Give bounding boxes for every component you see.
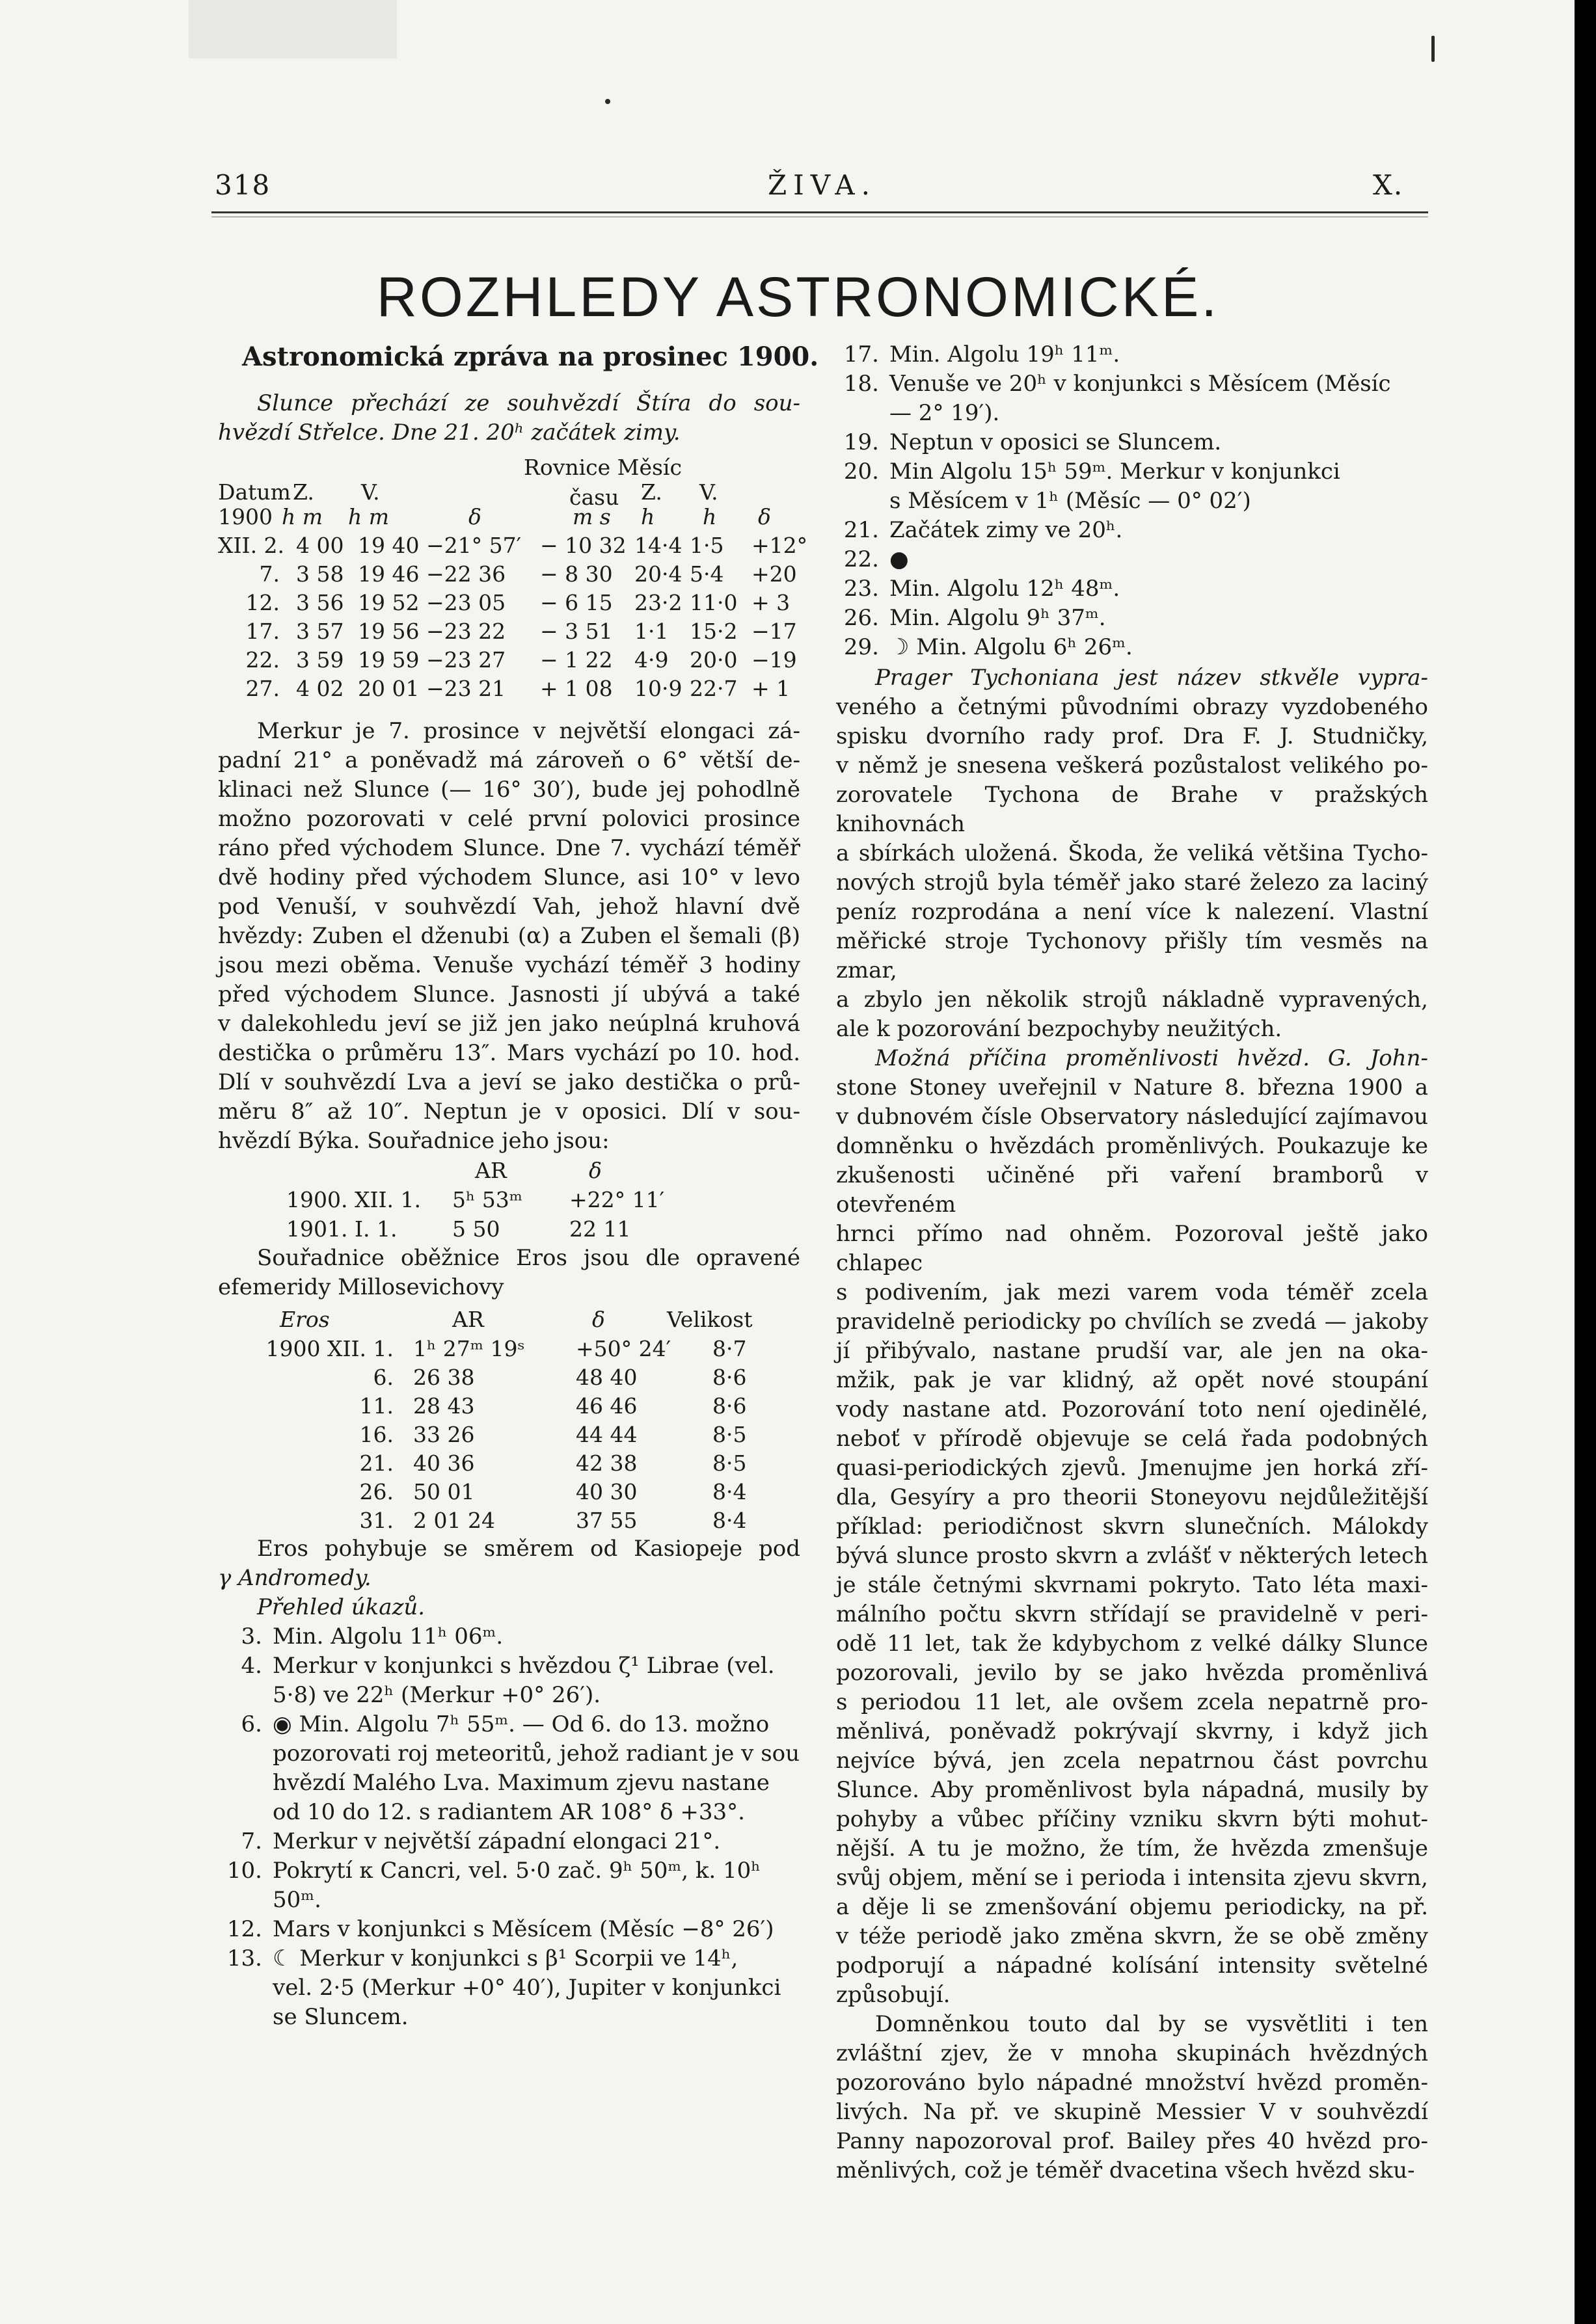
table-row (218, 559, 800, 588)
text-line: a zbylo jen několik strojů nákladně vypravených, (836, 987, 1428, 1013)
text-line: ale k pozorování bezpochyby neužitých. (836, 1016, 1282, 1042)
table-row (218, 1506, 800, 1534)
event-line (211, 1973, 800, 2003)
text-line: Souřadnice oběžnice Eros jsou dle opravené (257, 1245, 800, 1271)
intro-line: hvězdí Střelce. Dne 21. 20ʰ začátek zimy. (218, 420, 681, 446)
volume-number: X. (1373, 169, 1404, 201)
table-cell: 20 01 (358, 676, 420, 701)
table-cell: 4 02 (296, 676, 344, 701)
event-text: vel. 2·5 (Merkur +0° 40′), Jupiter v konjunkci (273, 1975, 781, 2001)
table-cell: 23·2 (634, 590, 683, 615)
table-cell: 3 57 (296, 619, 344, 644)
left-column (218, 389, 808, 2032)
text-line: způsobují. (836, 1982, 951, 2008)
event-line (211, 1856, 800, 1886)
table-head-cell: δ (468, 504, 481, 529)
right-column (836, 340, 1428, 2185)
text-line: pozorováno bylo nápadné množství hvězd proměn- (836, 2070, 1428, 2096)
table-cell: 50 01 (413, 1479, 475, 1504)
text-line: Eros pohybuje se směrem od Kasiopeje pod (257, 1536, 800, 1562)
table-cell: 8·4 (712, 1479, 747, 1504)
scan-smudge (189, 0, 397, 59)
event-number: 26. (843, 605, 879, 631)
event-line (836, 604, 1428, 633)
table-head-cell: h (641, 504, 655, 529)
table-cell: 31. (359, 1508, 394, 1533)
text-line: destička o průměru 13″. Mars vychází po 10. hod. (218, 1040, 800, 1066)
table-head-row (218, 477, 800, 510)
table-cell: + 1 (751, 676, 791, 701)
table-cell: 33 26 (413, 1422, 475, 1447)
event-item (836, 516, 1428, 545)
table-cell: − 1 22 (540, 647, 613, 673)
text-line: spisku dvorního rady prof. Dra F. J. Studničky, (836, 723, 1428, 749)
event-number: 10. (226, 1858, 262, 1884)
text-line: dla, Gesyíry a pro theorii Stoneyovu nejdůležitější (836, 1484, 1428, 1510)
event-line (836, 428, 1428, 457)
table-row (218, 588, 800, 617)
table-head-cell: Eros (280, 1307, 330, 1332)
table-cell: − 3 51 (540, 619, 613, 644)
journal-name: ŽIVA. (768, 169, 876, 201)
text-line: a sbírkách uložená. Škoda, že veliká většina Tycho- (836, 840, 1428, 866)
text-line: zvláštní zjev, že v mnoha skupinách hvězdných (836, 2040, 1428, 2066)
event-text: Merkur v konjunkci s hvězdou ζ¹ Librae (vel. (273, 1653, 775, 1679)
event-text: Venuše ve 20ʰ v konjunkci s Měsícem (Měsíc (889, 371, 1391, 397)
section-heading: Přehled úkazů. (257, 1594, 426, 1620)
table-cell: 27. (245, 676, 280, 701)
text-line: v dalekohledu jeví se již jen jako neúplná kruhová (218, 1011, 800, 1037)
text-line: Merkur je 7. prosince v největší elongaci zá- (257, 718, 800, 744)
event-item (211, 1827, 800, 1856)
table-cell: 3 56 (296, 590, 344, 615)
text-line: bývá slunce prosto skvrn a zvlášť v některých letech (836, 1543, 1428, 1569)
table-cell: +12° (751, 533, 808, 558)
table-head-cell: Velikost (667, 1307, 753, 1332)
event-number: 29. (843, 634, 879, 660)
event-number: 13. (226, 1945, 262, 1971)
table-cell: 8·4 (712, 1508, 747, 1533)
table-head-cell: času (569, 485, 619, 510)
text-line: pod Venuší, v souhvězdí Vah, jehož hlavní dvě (218, 894, 800, 920)
text-line: v dubnovém čísle Observatory následující zajímavou (836, 1104, 1428, 1130)
text-line: peníz rozprodána a není více k nalezení. Vlastní (836, 899, 1428, 925)
event-text: ● (889, 546, 909, 572)
table-cell: 19 40 (358, 533, 420, 558)
table-cell: 26 38 (413, 1365, 475, 1390)
event-text: ☾ Merkur v konjunkci s β¹ Scorpii ve 14ʰ, (273, 1945, 738, 1971)
table-cell: 8·7 (712, 1336, 747, 1361)
text-line: jí přibývalo, nastane prudší var, ale jen na oka- (836, 1338, 1428, 1364)
text-line: nových strojů byla téměř jako staré železo za laciný (836, 870, 1428, 896)
table-cell: 37 55 (576, 1508, 638, 1533)
event-item (836, 457, 1428, 516)
text-line: dvě hodiny před východem Slunce, asi 10° v levo (218, 864, 800, 890)
text-line: quasi-periodických zjevů. Jmenujme jen horká zří- (836, 1455, 1428, 1481)
table-head-cell: Datum (218, 479, 291, 505)
table-cell: 11·0 (690, 590, 738, 615)
table-cell: 12. (245, 590, 280, 615)
event-line (836, 545, 1428, 574)
text-line: Možná příčina proměnlivosti hvězd. G. John- (875, 1045, 1428, 1071)
event-item (836, 604, 1428, 633)
table-cell: 1ʰ 27ᵐ 19ˢ (413, 1336, 525, 1361)
event-item (836, 633, 1428, 662)
event-text: ◉ Min. Algolu 7ʰ 55ᵐ. — Od 6. do 13. možno (273, 1711, 770, 1737)
text-line: nější. A tu je možno, že tím, že hvězda zmenšuje (836, 1836, 1428, 1862)
text-line: zorovatele Tychona de Brahe v pražských knihovnách (836, 782, 1428, 837)
eros-table (218, 1305, 800, 1534)
event-line (211, 1915, 800, 1944)
event-number: 7. (241, 1828, 262, 1854)
table-head-row (218, 453, 800, 480)
table-cell: 19 59 (358, 647, 420, 673)
table-head-cell: 1900 (218, 504, 273, 529)
event-line (836, 340, 1428, 369)
table-head-cell: V. (361, 479, 380, 505)
table-cell: 22 11 (569, 1216, 631, 1242)
text-line: svůj objem, mění se i perioda i intensita zjevu skvrn, (836, 1865, 1428, 1891)
event-line (836, 399, 1428, 428)
event-number: 22. (843, 546, 879, 572)
table-cell: −23 22 (426, 619, 506, 644)
event-line (211, 2003, 800, 2032)
table-cell: +20 (751, 561, 797, 587)
text-line: měnlivých, což je téměř dvacetina všech hvězd sku- (836, 2157, 1415, 2184)
table-cell: − 8 30 (540, 561, 613, 587)
table-cell: −19 (751, 647, 797, 673)
text-line: mžik, pak je var klidný, až opět nové stoupání (836, 1367, 1428, 1393)
event-text: hvězdí Malého Lva. Maximum zjevu nastane (273, 1770, 770, 1796)
table-cell: + 3 (751, 590, 791, 615)
table-head-cell: Rovnice Měsíc (524, 455, 682, 480)
text-line: ráno před východem Slunce. Dne 7. vychází téměř (218, 835, 800, 861)
event-text: s Měsícem v 1ʰ (Měsíc — 0° 02′) (889, 488, 1251, 514)
event-line (211, 1651, 800, 1681)
text-line: hrnci přímo nad ohněm. Pozoroval ještě jako chlapec (836, 1221, 1428, 1276)
table-row (218, 1391, 800, 1420)
event-item (836, 574, 1428, 604)
table-cell: 1901. I. 1. (286, 1216, 398, 1242)
event-item (211, 1622, 800, 1651)
table-cell: 1·1 (634, 619, 669, 644)
table-cell: 17. (245, 619, 280, 644)
table-cell: −23 21 (426, 676, 506, 701)
table-cell: XII. 2. (218, 533, 285, 558)
table-row (218, 1363, 800, 1391)
text-line: jsou mezi oběma. Venuše vychází téměř 3 hodiny (218, 952, 800, 978)
table-cell: 5·4 (690, 561, 724, 587)
text-line: v téže periodě jako změna skvrn, že se obě změny (836, 1923, 1428, 1949)
event-text: Pokrytí κ Cancri, vel. 5·0 zač. 9ʰ 50ᵐ, k. 10ʰ (273, 1858, 761, 1884)
table-head-cell: h (703, 504, 717, 529)
table-cell: −22 36 (426, 561, 506, 587)
text-line: hvězdy: Zuben el dženubi (α) a Zuben el šemali (β) (218, 923, 800, 949)
event-text: Min. Algolu 19ʰ 11ᵐ. (889, 341, 1120, 367)
table-cell: 2 01 24 (413, 1508, 495, 1533)
text-line: klinaci než Slunce (— 16° 30′), bude jej pohodlně (218, 777, 800, 803)
text-line: v němž je snesena veškerá pozůstalost velikého po- (836, 753, 1428, 779)
event-text: pozorovati roj meteoritů, jehož radiant je v sou (273, 1741, 800, 1767)
event-line (211, 1622, 800, 1651)
event-number: 4. (241, 1653, 262, 1679)
event-line (211, 1769, 800, 1798)
table-cell: 26. (359, 1479, 394, 1504)
event-line (211, 1739, 800, 1769)
text-line: hvězdí Býka. Souřadnice jeho jsou: (218, 1128, 610, 1154)
event-line (836, 633, 1428, 662)
table-cell: 28 43 (413, 1393, 475, 1419)
table-cell: 8·5 (712, 1450, 747, 1476)
table-row (218, 645, 800, 674)
text-line: odě 11 let, tak že kdybychom z velké dálky Slunce (836, 1631, 1428, 1657)
event-number: 20. (843, 459, 879, 485)
table-row (218, 617, 800, 645)
page-number: 318 (215, 169, 271, 201)
table-cell: 5 50 (452, 1216, 500, 1242)
table-cell: 44 44 (576, 1422, 638, 1447)
event-text: — 2° 19′). (889, 400, 1000, 426)
text-line: pozorovali, jevilo by se jako hvězda proměnlivá (836, 1660, 1428, 1686)
text-line: zkušenosti učiněné při vaření bramborů v otevřeném (836, 1162, 1428, 1218)
table-cell: − 10 32 (540, 533, 627, 558)
event-item (836, 428, 1428, 457)
table-cell: 4·9 (634, 647, 669, 673)
event-text: Začátek zimy ve 20ʰ. (889, 517, 1123, 543)
text-line: měnlivá, poněvadž pokrývají skvrny, i když jich (836, 1718, 1428, 1744)
header-rule (211, 211, 1428, 213)
table-cell: 6. (373, 1365, 394, 1390)
table-head-row (218, 1156, 800, 1185)
event-item (211, 1710, 800, 1827)
event-text: od 10 do 12. s radiantem AR 108° δ +33°. (273, 1799, 745, 1825)
table-row (218, 1420, 800, 1449)
table-cell: −17 (751, 619, 797, 644)
table-head-cell: δ (589, 1158, 602, 1183)
event-number: 3. (241, 1623, 262, 1650)
table-cell: 42 38 (576, 1450, 638, 1476)
event-line (211, 1798, 800, 1827)
table-row (218, 1477, 800, 1506)
table-row (218, 531, 808, 559)
text-line: s podivením, jak mezi varem voda téměř zcela (836, 1279, 1428, 1305)
event-text: Min Algolu 15ʰ 59ᵐ. Merkur v konjunkci (889, 459, 1340, 485)
article-subtitle: Astronomická zpráva na prosinec 1900. (242, 341, 819, 372)
text-line: Domněnkou touto dal by se vysvětliti i ten (875, 2011, 1428, 2037)
table-head-cell: m s (573, 504, 611, 529)
event-number: 19. (843, 429, 879, 455)
text-line: málního počtu skvrn střídají se pravidelně v peri- (836, 1601, 1428, 1627)
event-number: 12. (226, 1916, 262, 1942)
table-cell: 19 46 (358, 561, 420, 587)
text-line: neboť v přírodě objevuje se celá řada podobných (836, 1426, 1428, 1452)
event-item (211, 1856, 800, 1915)
table-cell: 40 36 (413, 1450, 475, 1476)
table-head-cell: Z. (641, 479, 662, 505)
event-text: Neptun v oposici se Sluncem. (889, 429, 1222, 455)
table-head-row (218, 1305, 800, 1334)
text-line: příklad: periodičnost skvrn slunečních. Málokdy (836, 1514, 1428, 1540)
text-line: je stále četnými skvrnami pokryto. Tato léta maxi- (836, 1572, 1428, 1598)
table-cell: 8·6 (712, 1393, 747, 1419)
table-head-cell: AR (475, 1158, 507, 1183)
event-line (836, 487, 1428, 516)
text-line: livých. Na př. ve skupině Messier V v souhvězdí (836, 2099, 1428, 2125)
text-line: efemeridy Millosevichovy (218, 1274, 504, 1300)
event-text: Min. Algolu 9ʰ 37ᵐ. (889, 605, 1106, 631)
table-cell: 20·0 (690, 647, 738, 673)
table-cell: −21° 57′ (426, 533, 522, 558)
scan-dot (605, 99, 610, 104)
text-line: a děje li se zmenšování objemu periodicky, na př. (836, 1894, 1428, 1920)
event-item (211, 1915, 800, 1944)
table-cell: 5ʰ 53ᵐ (452, 1187, 522, 1212)
table-cell: 19 56 (358, 619, 420, 644)
table-head-cell: h m (282, 504, 323, 529)
table-cell: 10·9 (634, 676, 683, 701)
table-cell: 1900. XII. 1. (286, 1187, 421, 1212)
text-line: padní 21° a poněvadž má zároveň o 6° větší de- (218, 747, 800, 773)
text-line: γ Andromedy. (218, 1565, 372, 1591)
event-item (836, 545, 1428, 574)
table-cell: 21. (359, 1450, 394, 1476)
event-number: 17. (843, 341, 879, 367)
text-line: Dlí v souhvězdí Lva a jeví se jako destička o prů- (218, 1069, 800, 1095)
text-line: nejvíce bývá, jen zcela nepatrnou část povrchu (836, 1748, 1428, 1774)
table-units-row (218, 502, 800, 531)
text-line: podporují a nápadné kolísání intensity světelné (836, 1953, 1428, 1979)
table-cell: 8·6 (712, 1365, 747, 1390)
event-line (836, 516, 1428, 545)
event-text: Mars v konjunkci s Měsícem (Měsíc −8° 26′) (273, 1916, 774, 1942)
event-item (211, 1651, 800, 1710)
event-line (836, 369, 1428, 399)
text-line: možno pozorovati v celé první polovici prosince (218, 806, 800, 832)
table-cell: 19 52 (358, 590, 420, 615)
text-line: měřické stroje Tychonovy přišly tím vesměs na zmar, (836, 928, 1428, 983)
event-item (836, 340, 1428, 369)
event-text: se Sluncem. (273, 2004, 409, 2030)
event-line (211, 1827, 800, 1856)
table-cell: 7. (259, 561, 280, 587)
text-line: pravidelně periodicky po chvílích se zvedá — jakoby (836, 1309, 1428, 1335)
event-item (836, 369, 1428, 428)
sun-moon-table (218, 453, 808, 702)
text-line: pohyby a vůbec příčiny vzniku skvrn býti mohut- (836, 1806, 1428, 1832)
text-line: Panny napozoroval prof. Bailey přes 40 hvězd pro- (836, 2128, 1428, 2154)
table-cell: 14·4 (634, 533, 683, 558)
table-head-cell: V. (699, 479, 718, 505)
intro-line: Slunce přechází ze souhvězdí Štíra do sou- (257, 390, 800, 416)
table-cell: +50° 24′ (576, 1336, 671, 1361)
table-cell: + 1 08 (540, 676, 613, 701)
table-cell: − 6 15 (540, 590, 613, 615)
event-line (211, 1681, 800, 1710)
table-row (218, 674, 800, 702)
event-text: Min. Algolu 11ʰ 06ᵐ. (273, 1623, 504, 1650)
table-head-cell: δ (592, 1307, 605, 1332)
event-line (836, 574, 1428, 604)
event-line (836, 457, 1428, 487)
event-text: 50ᵐ. (273, 1887, 321, 1913)
event-text: Merkur v největší západní elongaci 21°. (273, 1828, 721, 1854)
table-cell: −23 05 (426, 590, 506, 615)
event-text: ☽ Min. Algolu 6ʰ 26ᵐ. (889, 634, 1133, 660)
table-head-cell: Z. (293, 479, 314, 505)
scan-mark (1431, 36, 1435, 62)
section-title: ROZHLEDY ASTRONOMICKÉ. (376, 266, 1220, 328)
event-text: Min. Algolu 12ʰ 48ᵐ. (889, 576, 1120, 602)
event-line (211, 1710, 800, 1739)
text-line: stone Stoney uveřejnil v Nature 8. března 1900 a (836, 1075, 1428, 1101)
event-text: 5·8) ve 22ʰ (Merkur +0° 26′). (273, 1682, 601, 1708)
table-cell: 4 00 (296, 533, 344, 558)
table-row (218, 1334, 800, 1363)
table-cell: 40 30 (576, 1479, 638, 1504)
table-cell: 22. (245, 647, 280, 673)
table-cell: 3 58 (296, 561, 344, 587)
table-cell: 1·5 (690, 533, 724, 558)
table-cell: 3 59 (296, 647, 344, 673)
event-number: 18. (843, 371, 879, 397)
event-number: 6. (241, 1711, 262, 1737)
text-line: vody nastane atd. Pozorování toto není ojedinělé, (836, 1396, 1428, 1422)
neptun-table (218, 1156, 800, 1244)
table-cell: 8·5 (712, 1422, 747, 1447)
event-line (211, 1886, 800, 1915)
text-line: před východem Slunce. Jasnosti jí ubývá a také (218, 982, 800, 1008)
table-cell: 20·4 (634, 561, 683, 587)
table-cell: 11. (359, 1393, 394, 1419)
table-row (218, 1185, 800, 1214)
text-line: domněnku o hvězdách proměnlivých. Poukazuje ke (836, 1133, 1428, 1159)
table-head-cell: AR (452, 1307, 484, 1332)
table-cell: −23 27 (426, 647, 506, 673)
event-line (211, 1944, 800, 1973)
table-cell: 15·2 (690, 619, 738, 644)
text-line: veného a četnými původními obrazy vyzdobeného (836, 694, 1428, 720)
table-row (218, 1449, 800, 1477)
table-row (218, 1214, 800, 1244)
table-cell: 16. (359, 1422, 394, 1447)
table-cell: 22·7 (690, 676, 738, 701)
table-cell: +22° 11′ (569, 1187, 665, 1212)
text-line: Slunce. Aby proměnlivost byla nápadná, musily by (836, 1777, 1428, 1803)
table-cell: 1900 XII. 1. (265, 1336, 394, 1361)
event-number: 21. (843, 517, 879, 543)
text-line: měru 8″ až 10″. Neptun je v oposici. Dlí v sou- (218, 1099, 800, 1125)
event-item (211, 1944, 800, 2032)
table-head-cell: δ (758, 504, 771, 529)
event-number: 23. (843, 576, 879, 602)
table-cell: 46 46 (576, 1393, 638, 1419)
text-line: s periodou 11 let, ale ovšem zcela nepatrně pro- (836, 1689, 1428, 1715)
table-head-cell: h m (348, 504, 390, 529)
text-line: Prager Tychoniana jest název stkvěle vypra- (875, 665, 1428, 691)
table-cell: 48 40 (576, 1365, 638, 1390)
